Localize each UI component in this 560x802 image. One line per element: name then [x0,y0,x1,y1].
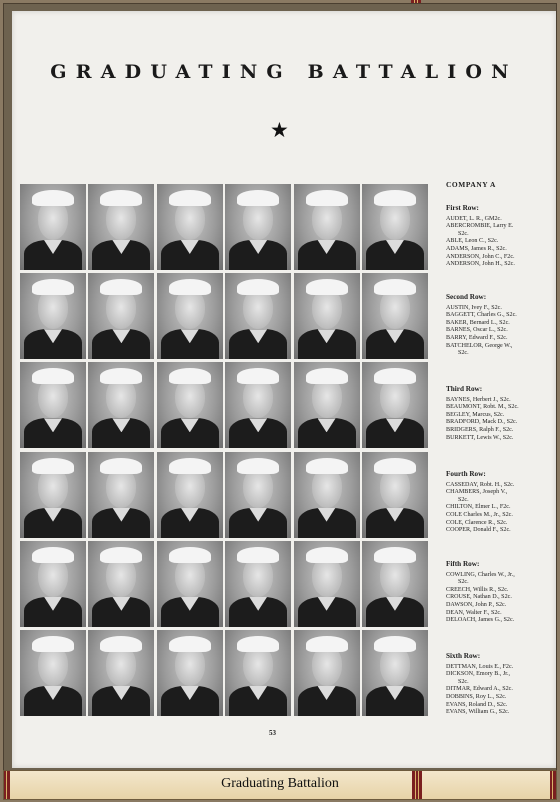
sailor-cap-shape [374,368,416,384]
face-shape [380,289,410,329]
sailor-portrait [225,362,291,448]
sailor-cap-shape [32,547,74,563]
sailor-cap-shape [374,547,416,563]
face-shape [38,557,68,597]
roster-line: S2c. [458,678,469,685]
roster-line: ADAMS, James R., S2c. [446,245,507,252]
roster-line: EVANS, William G., S2c. [446,709,510,716]
roster-row-group [446,471,552,535]
roster-line: ABLE, Leon C., S2c. [446,238,499,245]
row-title: Second Row: [446,293,487,301]
roster-line: S2c. [458,496,469,503]
face-shape [38,468,68,508]
roster-line: EVANS, Roland D., S2c. [446,701,508,708]
sailor-cap-shape [100,458,142,474]
row-title: Third Row: [446,385,483,393]
sailor-portrait [20,184,86,270]
face-shape [380,200,410,240]
sailor-portrait [157,541,223,627]
sailor-cap-shape [306,458,348,474]
roster-line: ANDERSON, John C., F2c. [446,253,515,260]
sailor-cap-shape [100,636,142,652]
face-shape [175,200,205,240]
sailor-cap-shape [306,368,348,384]
face-shape [175,289,205,329]
sailor-cap-shape [237,636,279,652]
sailor-portrait [157,630,223,716]
sailor-cap-shape [169,279,211,295]
face-shape [243,557,273,597]
sailor-portrait [294,541,360,627]
face-shape [175,646,205,686]
roster-line: ANDERSON, John H., S2c. [446,261,515,268]
sailor-cap-shape [32,279,74,295]
roster-line: BAKER, Bernard L., S2c. [446,319,510,326]
sailor-portrait [362,541,428,627]
roster-line: DAWSON, John P., S2c. [446,601,507,608]
roster-line: COLE Charles M., Jr., S2c. [446,511,513,518]
roster-column [446,180,552,716]
sailor-portrait [294,630,360,716]
row-title: First Row: [446,204,479,212]
sailor-portrait [20,630,86,716]
sailor-cap-shape [306,547,348,563]
face-shape [38,378,68,418]
roster-line: DOBBINS, Roy L., S2c. [446,693,507,700]
face-shape [312,200,342,240]
face-shape [312,378,342,418]
roster-line: CREECH, Willis R., S2c. [446,586,509,593]
sailor-cap-shape [169,636,211,652]
roster-line: BAYNES, Herbert J., S2c. [446,396,511,403]
roster-line: BARNES, Oscar L., S2c. [446,327,508,334]
sailor-cap-shape [374,458,416,474]
sailor-portrait [294,273,360,359]
sailor-cap-shape [32,190,74,206]
sailor-portrait [157,452,223,538]
page-title: GRADUATING BATTALION [50,61,518,83]
sailor-portrait [88,541,154,627]
sailor-cap-shape [237,368,279,384]
sailor-portrait [20,541,86,627]
roster-line: CROUSE, Nathan D., S2c. [446,594,512,601]
sailor-cap-shape [100,279,142,295]
sailor-portrait [362,273,428,359]
roster-line: BATCHELOR, George W., [446,342,513,349]
yearbook-page [12,11,556,768]
roster-line: COOPER, Donald F., S2c. [446,527,511,534]
sailor-cap-shape [237,458,279,474]
sailor-portrait [362,362,428,448]
sailor-portrait [294,362,360,448]
face-shape [175,468,205,508]
sailor-cap-shape [100,547,142,563]
sailor-portrait [294,452,360,538]
sailor-portrait [20,362,86,448]
face-shape [175,378,205,418]
sailor-portrait [362,184,428,270]
sailor-portrait [157,362,223,448]
sailor-cap-shape [306,190,348,206]
roster-line: DETTMAN, Louis E., F2c. [446,663,514,670]
caption-title: Graduating Battalion [221,776,339,791]
roster-line: DICKSON, Emory B., Jr., [446,671,510,678]
sailor-cap-shape [306,279,348,295]
roster-line: CHILTON, Elmer L., F2c. [446,504,511,511]
sailor-cap-shape [169,547,211,563]
face-shape [106,378,136,418]
star-icon: ★ [270,118,289,142]
sailor-cap-shape [374,190,416,206]
row-title: Fifth Row: [446,560,480,568]
portrait-grid [20,184,428,716]
face-shape [38,646,68,686]
sailor-portrait [88,452,154,538]
face-shape [106,557,136,597]
viewer-caption-bar [3,770,557,800]
sailor-portrait [88,273,154,359]
roster-line: ABERCROMBIE, Larry E. [446,223,514,230]
face-shape [106,468,136,508]
roster-line: BRIDGERS, Ralph F., S2c. [446,426,514,433]
roster-line: DITMAR, Edward A., S2c. [446,686,513,693]
sailor-cap-shape [32,368,74,384]
sailor-portrait [362,452,428,538]
sailor-cap-shape [32,636,74,652]
roster-line: COLE, Clarence R., S2c. [446,519,508,526]
face-shape [380,468,410,508]
sailor-portrait [225,273,291,359]
face-shape [380,646,410,686]
roster-line: AUSTIN, Ivey F., S2c. [446,304,502,311]
face-shape [380,378,410,418]
face-shape [106,289,136,329]
sailor-portrait [88,184,154,270]
sailor-portrait [294,184,360,270]
roster-row-group [446,653,552,717]
face-shape [312,557,342,597]
sailor-portrait [20,273,86,359]
roster-line: S2c. [458,350,469,357]
roster-line: BAGGETT, Charles G., S2c. [446,312,517,319]
roster-row-group [446,386,552,442]
face-shape [243,646,273,686]
face-shape [243,200,273,240]
face-shape [106,646,136,686]
sailor-cap-shape [32,458,74,474]
sailor-portrait [225,184,291,270]
row-title: Fourth Row: [446,470,486,478]
roster-line: S2c. [458,579,469,586]
sailor-cap-shape [374,636,416,652]
face-shape [312,289,342,329]
roster-line: BEAUMONT, Robt. M., S2c. [446,404,519,411]
sailor-portrait [157,273,223,359]
roster-line: BURKETT, Lewis W., S2c. [446,434,514,441]
roster-line: BARRY, Edward F., S2c. [446,334,508,341]
sailor-cap-shape [169,458,211,474]
sailor-cap-shape [169,190,211,206]
roster-line: S2c. [458,230,469,237]
row-title: Sixth Row: [446,652,481,660]
roster-line: AUDET, L. R., GM2c. [446,215,502,222]
roster-line: BEGLEY, Marcus, S2c. [446,411,505,418]
sailor-portrait [88,630,154,716]
face-shape [243,289,273,329]
face-shape [106,200,136,240]
face-shape [243,468,273,508]
roster-row-group [446,294,552,358]
sailor-portrait [225,452,291,538]
page-number: 53 [269,729,276,737]
roster-row-group [446,561,552,625]
sailor-cap-shape [374,279,416,295]
roster-line: CASSEDAY, Robt. H., S2c. [446,481,515,488]
sailor-portrait [225,630,291,716]
sailor-portrait [88,362,154,448]
viewer-frame [3,3,557,771]
roster-line: BRADFORD, Mack D., S2c. [446,419,518,426]
sailor-cap-shape [100,368,142,384]
face-shape [312,646,342,686]
sailor-cap-shape [306,636,348,652]
face-shape [38,289,68,329]
sailor-portrait [362,630,428,716]
face-shape [380,557,410,597]
face-shape [175,557,205,597]
sailor-cap-shape [237,547,279,563]
company-heading: COMPANY A [446,180,496,189]
sailor-cap-shape [237,279,279,295]
roster-line: CHAMBERS, Joseph V., [446,489,508,496]
caption-bar-right-trim [550,771,556,799]
roster-line: DEAN, Walter F., S2c. [446,609,502,616]
sailor-cap-shape [237,190,279,206]
face-shape [243,378,273,418]
face-shape [38,200,68,240]
roster-line: COWLING, Charles W., Jr., [446,571,515,578]
roster-row-group [446,205,552,269]
face-shape [312,468,342,508]
sailor-portrait [20,452,86,538]
sailor-cap-shape [169,368,211,384]
sailor-cap-shape [100,190,142,206]
roster-line: DELOACH, James G., S2c. [446,617,515,624]
sailor-portrait [157,184,223,270]
sailor-portrait [225,541,291,627]
